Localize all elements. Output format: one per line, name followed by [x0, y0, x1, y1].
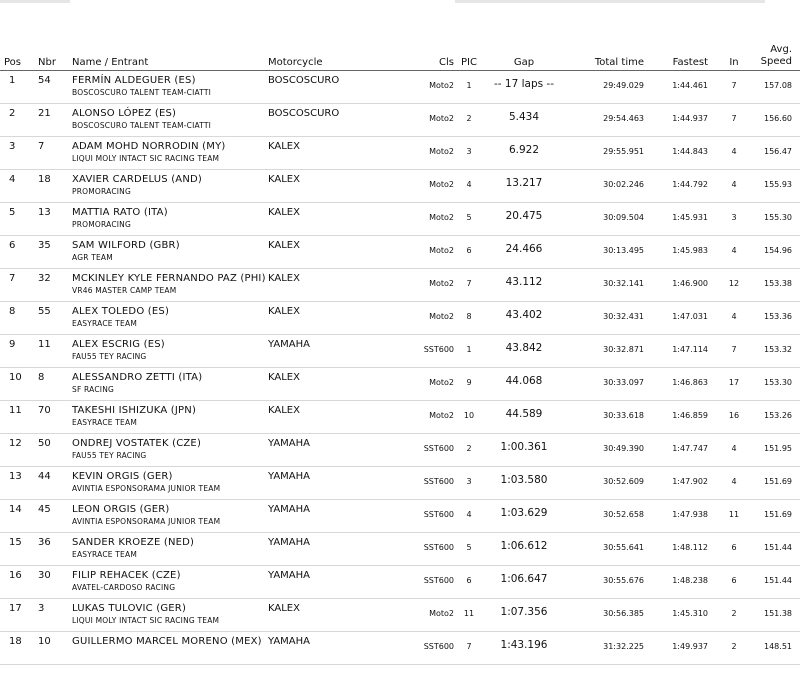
class-cell: Moto2 [429, 411, 454, 420]
in-lap-cell: 6 [731, 576, 737, 585]
nbr-cell: 44 [38, 471, 51, 482]
total-time-cell: 29:49.029 [603, 81, 644, 90]
rider-name: ONDREJ VOSTATEK (CZE) [72, 438, 202, 449]
fastest-lap-cell: 1:47.902 [672, 477, 708, 486]
header-gap: Gap [513, 57, 535, 68]
rider-name: MATTIA RATO (ITA) [72, 207, 168, 218]
avg-speed-cell: 148.51 [764, 642, 792, 651]
header-cls: Cls [439, 57, 454, 68]
table-row [0, 203, 800, 236]
motorcycle-cell: KALEX [268, 603, 300, 614]
nbr-cell: 3 [38, 603, 45, 614]
in-lap-cell: 4 [731, 246, 737, 255]
pos-cell: 16 [9, 570, 22, 581]
in-lap-cell: 4 [731, 312, 737, 321]
gap-cell: 1:06.612 [500, 540, 548, 552]
table-row [0, 236, 800, 269]
rider-cell [72, 269, 268, 302]
entrant-team: FAU55 TEY RACING [72, 352, 147, 361]
total-time-cell: 30:52.658 [603, 510, 644, 519]
entrant-team: AVATEL-CARDOSO RACING [72, 583, 176, 592]
motorcycle-cell: YAMAHA [268, 504, 311, 515]
header-blur-right [455, 0, 765, 3]
class-cell: Moto2 [429, 246, 454, 255]
pos-cell: 6 [9, 240, 16, 251]
pic-cell: 10 [463, 411, 475, 420]
pos-cell: 5 [9, 207, 16, 218]
rider-cell [72, 335, 268, 368]
rider-name: XAVIER CARDELUS (AND) [72, 174, 203, 185]
fastest-lap-cell: 1:47.938 [672, 510, 708, 519]
header-row [0, 38, 800, 71]
avg-speed-cell: 154.96 [764, 246, 792, 255]
avg-speed-cell: 153.32 [764, 345, 792, 354]
gap-cell: 1:00.361 [500, 441, 548, 453]
nbr-cell: 8 [38, 372, 45, 383]
in-lap-cell: 2 [731, 609, 737, 618]
motorcycle-cell: YAMAHA [268, 471, 311, 482]
pic-cell: 2 [466, 114, 472, 123]
rider-name: GUILLERMO MARCEL MORENO (MEX) [72, 636, 262, 647]
total-time-cell: 30:02.246 [603, 180, 644, 189]
class-cell: SST600 [423, 345, 454, 354]
class-cell: Moto2 [429, 609, 454, 618]
pos-cell: 1 [9, 75, 16, 86]
header-nbr: Nbr [38, 57, 56, 68]
pos-cell: 7 [9, 273, 16, 284]
pic-cell: 1 [466, 345, 472, 354]
entrant-team: VR46 MASTER CAMP TEAM [72, 286, 177, 295]
pic-cell: 1 [466, 81, 472, 90]
fastest-lap-cell: 1:45.310 [672, 609, 708, 618]
pic-cell: 4 [466, 180, 472, 189]
in-lap-cell: 17 [728, 378, 740, 387]
rider-name: SAM WILFORD (GBR) [72, 240, 180, 251]
rider-name: ALESSANDRO ZETTI (ITA) [72, 372, 203, 383]
total-time-cell: 30:33.618 [603, 411, 644, 420]
rider-cell [72, 566, 268, 599]
avg-speed-cell: 151.38 [764, 609, 792, 618]
pos-cell: 14 [9, 504, 22, 515]
motorcycle-cell: BOSCOSCURO [268, 108, 340, 119]
motorcycle-cell: YAMAHA [268, 570, 311, 581]
class-cell: Moto2 [429, 312, 454, 321]
header-name: Name / Entrant [72, 57, 149, 68]
pic-cell: 2 [466, 444, 472, 453]
pos-cell: 17 [9, 603, 22, 614]
class-cell: Moto2 [429, 378, 454, 387]
rider-cell [72, 599, 268, 632]
avg-speed-cell: 151.95 [764, 444, 792, 453]
pic-cell: 5 [466, 213, 472, 222]
motorcycle-cell: KALEX [268, 207, 300, 218]
avg-speed-cell: 151.44 [764, 543, 792, 552]
header-pic: PIC [461, 57, 477, 68]
total-time-cell: 30:13.495 [603, 246, 644, 255]
in-lap-cell: 2 [731, 642, 737, 651]
table-row [0, 302, 800, 335]
nbr-cell: 55 [38, 306, 51, 317]
rider-cell [72, 434, 268, 467]
avg-speed-cell: 155.93 [764, 180, 792, 189]
avg-speed-cell: 156.60 [764, 114, 792, 123]
motorcycle-cell: KALEX [268, 240, 300, 251]
fastest-lap-cell: 1:48.238 [672, 576, 708, 585]
table-row [0, 104, 800, 137]
table-row [0, 368, 800, 401]
pic-cell: 3 [466, 477, 472, 486]
table-row [0, 401, 800, 434]
nbr-cell: 32 [38, 273, 51, 284]
rider-name: LEON ORGIS (GER) [72, 504, 170, 515]
total-time-cell: 30:32.871 [603, 345, 644, 354]
fastest-lap-cell: 1:47.114 [672, 345, 708, 354]
in-lap-cell: 7 [731, 114, 737, 123]
fastest-lap-cell: 1:44.843 [672, 147, 708, 156]
pic-cell: 8 [466, 312, 472, 321]
header-pos: Pos [4, 57, 22, 68]
header-avg-line1: Avg. [770, 44, 792, 55]
class-cell: Moto2 [429, 213, 454, 222]
rider-cell [72, 533, 268, 566]
in-lap-cell: 4 [731, 444, 737, 453]
rider-cell [72, 104, 268, 137]
entrant-team: LIQUI MOLY INTACT SIC RACING TEAM [72, 154, 220, 163]
total-time-cell: 30:32.141 [603, 279, 644, 288]
total-time-cell: 29:54.463 [603, 114, 644, 123]
gap-cell: 24.466 [505, 243, 543, 255]
header-fastest: Fastest [672, 57, 708, 68]
rider-name: ALONSO LÓPEZ (ES) [72, 108, 177, 119]
gap-cell: 44.589 [505, 408, 543, 420]
entrant-team: FAU55 TEY RACING [72, 451, 147, 460]
class-cell: SST600 [423, 642, 454, 651]
table-row [0, 269, 800, 302]
gap-cell: 43.402 [505, 309, 543, 321]
avg-speed-cell: 153.26 [764, 411, 792, 420]
in-lap-cell: 12 [728, 279, 740, 288]
nbr-cell: 70 [38, 405, 51, 416]
table-row [0, 137, 800, 170]
table-row [0, 500, 800, 533]
nbr-cell: 45 [38, 504, 51, 515]
avg-speed-cell: 151.69 [764, 477, 792, 486]
gap-cell: 43.842 [505, 342, 543, 354]
avg-speed-cell: 155.30 [764, 213, 792, 222]
fastest-lap-cell: 1:47.031 [672, 312, 708, 321]
class-cell: SST600 [423, 576, 454, 585]
pic-cell: 5 [466, 543, 472, 552]
table-row [0, 170, 800, 203]
fastest-lap-cell: 1:45.931 [672, 213, 708, 222]
entrant-team: PROMORACING [72, 220, 131, 229]
fastest-lap-cell: 1:44.937 [672, 114, 708, 123]
rider-cell [72, 500, 268, 533]
pos-cell: 4 [9, 174, 16, 185]
rider-name: FILIP REHACEK (CZE) [72, 570, 181, 581]
avg-speed-cell: 157.08 [764, 81, 792, 90]
in-lap-cell: 7 [731, 81, 737, 90]
pos-cell: 8 [9, 306, 16, 317]
entrant-team: PROMORACING [72, 187, 131, 196]
pic-cell: 9 [466, 378, 472, 387]
avg-speed-cell: 156.47 [764, 147, 792, 156]
pic-cell: 6 [466, 576, 472, 585]
in-lap-cell: 16 [728, 411, 740, 420]
entrant-team: SF RACING [72, 385, 115, 394]
pos-cell: 2 [9, 108, 16, 119]
total-time-cell: 30:52.609 [603, 477, 644, 486]
header-strip [0, 0, 800, 10]
fastest-lap-cell: 1:49.937 [672, 642, 708, 651]
total-time-cell: 30:55.641 [603, 543, 644, 552]
nbr-cell: 18 [38, 174, 51, 185]
table-row [0, 566, 800, 599]
nbr-cell: 50 [38, 438, 51, 449]
nbr-cell: 10 [38, 636, 51, 647]
avg-speed-cell: 153.30 [764, 378, 792, 387]
total-time-cell: 30:32.431 [603, 312, 644, 321]
rider-name: TAKESHI ISHIZUKA (JPN) [72, 405, 197, 416]
gap-cell: 43.112 [505, 276, 543, 288]
header-total-time: Total time [594, 57, 644, 68]
entrant-team: AVINTIA ESPONSORAMA JUNIOR TEAM [72, 517, 221, 526]
pic-cell: 7 [466, 642, 472, 651]
header-in: In [729, 57, 739, 68]
fastest-lap-cell: 1:44.461 [672, 81, 708, 90]
pos-cell: 9 [9, 339, 16, 350]
total-time-cell: 29:55.951 [603, 147, 644, 156]
rider-cell [72, 71, 268, 104]
motorcycle-cell: KALEX [268, 405, 300, 416]
entrant-team: EASYRACE TEAM [72, 319, 137, 328]
class-cell: Moto2 [429, 147, 454, 156]
class-cell: SST600 [423, 543, 454, 552]
motorcycle-cell: YAMAHA [268, 636, 311, 647]
in-lap-cell: 3 [731, 213, 737, 222]
motorcycle-cell: YAMAHA [268, 537, 311, 548]
total-time-cell: 30:55.676 [603, 576, 644, 585]
fastest-lap-cell: 1:44.792 [672, 180, 708, 189]
fastest-lap-cell: 1:46.859 [672, 411, 708, 420]
total-time-cell: 30:33.097 [603, 378, 644, 387]
header-avg-speed [748, 38, 800, 71]
total-time-cell: 30:49.390 [603, 444, 644, 453]
header-avg-line2: Speed [760, 56, 792, 67]
entrant-team: LIQUI MOLY INTACT SIC RACING TEAM [72, 616, 220, 625]
gap-cell: 1:06.647 [500, 573, 548, 585]
pos-cell: 10 [9, 372, 22, 383]
nbr-cell: 54 [38, 75, 51, 86]
class-cell: Moto2 [429, 180, 454, 189]
gap-cell: 6.922 [508, 144, 540, 156]
pos-cell: 13 [9, 471, 22, 482]
fastest-lap-cell: 1:45.983 [672, 246, 708, 255]
gap-cell: 1:03.629 [500, 507, 548, 519]
rider-name: KEVIN ORGIS (GER) [72, 471, 173, 482]
rider-cell [72, 137, 268, 170]
gap-cell: -- 17 laps -- [493, 78, 555, 90]
pos-cell: 3 [9, 141, 16, 152]
rider-cell [72, 170, 268, 203]
rider-name: LUKAS TULOVIC (GER) [72, 603, 187, 614]
pic-cell: 4 [466, 510, 472, 519]
avg-speed-cell: 153.36 [764, 312, 792, 321]
pic-cell: 11 [463, 609, 475, 618]
pos-cell: 11 [9, 405, 22, 416]
in-lap-cell: 6 [731, 543, 737, 552]
entrant-team: EASYRACE TEAM [72, 550, 137, 559]
nbr-cell: 11 [38, 339, 51, 350]
table-row [0, 71, 800, 104]
avg-speed-cell: 151.44 [764, 576, 792, 585]
class-cell: SST600 [423, 444, 454, 453]
rider-name: ALEX ESCRIG (ES) [72, 339, 165, 350]
rider-cell [72, 632, 268, 665]
header-motorcycle: Motorcycle [268, 57, 323, 68]
class-cell: Moto2 [429, 279, 454, 288]
table-row [0, 599, 800, 632]
table-row [0, 434, 800, 467]
entrant-team: EASYRACE TEAM [72, 418, 137, 427]
pos-cell: 18 [9, 636, 22, 647]
gap-cell: 1:43.196 [500, 639, 548, 651]
nbr-cell: 35 [38, 240, 51, 251]
total-time-cell: 30:09.504 [603, 213, 644, 222]
rider-name: SANDER KROEZE (NED) [72, 537, 195, 548]
rider-name: ADAM MOHD NORRODIN (MY) [72, 141, 226, 152]
motorcycle-cell: BOSCOSCURO [268, 75, 340, 86]
rider-name: ALEX TOLEDO (ES) [72, 306, 170, 317]
rider-cell [72, 302, 268, 335]
entrant-team: AGR TEAM [72, 253, 113, 262]
rider-cell [72, 401, 268, 434]
fastest-lap-cell: 1:48.112 [672, 543, 708, 552]
nbr-cell: 36 [38, 537, 51, 548]
rider-cell [72, 236, 268, 269]
motorcycle-cell: KALEX [268, 273, 300, 284]
rider-cell [72, 467, 268, 500]
motorcycle-cell: KALEX [268, 372, 300, 383]
total-time-cell: 31:32.225 [603, 642, 644, 651]
fastest-lap-cell: 1:46.900 [672, 279, 708, 288]
in-lap-cell: 7 [731, 345, 737, 354]
in-lap-cell: 11 [728, 510, 740, 519]
entrant-team: AVINTIA ESPONSORAMA JUNIOR TEAM [72, 484, 221, 493]
gap-cell: 13.217 [505, 177, 543, 189]
gap-cell: 5.434 [508, 111, 540, 123]
pos-cell: 15 [9, 537, 22, 548]
in-lap-cell: 4 [731, 180, 737, 189]
pic-cell: 6 [466, 246, 472, 255]
fastest-lap-cell: 1:46.863 [672, 378, 708, 387]
in-lap-cell: 4 [731, 477, 737, 486]
pic-cell: 3 [466, 147, 472, 156]
motorcycle-cell: KALEX [268, 141, 300, 152]
gap-cell: 44.068 [505, 375, 543, 387]
gap-cell: 20.475 [505, 210, 543, 222]
pic-cell: 7 [466, 279, 472, 288]
class-cell: Moto2 [429, 81, 454, 90]
motorcycle-cell: YAMAHA [268, 339, 311, 350]
rider-name: MCKINLEY KYLE FERNANDO PAZ (PHI) [72, 273, 266, 284]
rider-name: FERMÍN ALDEGUER (ES) [72, 75, 196, 86]
in-lap-cell: 4 [731, 147, 737, 156]
nbr-cell: 13 [38, 207, 51, 218]
motorcycle-cell: KALEX [268, 306, 300, 317]
header-blur-left [0, 0, 70, 3]
table-row [0, 533, 800, 566]
nbr-cell: 30 [38, 570, 51, 581]
nbr-cell: 21 [38, 108, 51, 119]
table-row [0, 335, 800, 368]
gap-cell: 1:07.356 [500, 606, 548, 618]
entrant-team: BOSCOSCURO TALENT TEAM-CIATTI [72, 88, 212, 97]
results-table [0, 38, 800, 665]
rider-cell [72, 368, 268, 401]
total-time-cell: 30:56.385 [603, 609, 644, 618]
class-cell: Moto2 [429, 114, 454, 123]
nbr-cell: 7 [38, 141, 45, 152]
motorcycle-cell: KALEX [268, 174, 300, 185]
class-cell: SST600 [423, 477, 454, 486]
avg-speed-cell: 153.38 [764, 279, 792, 288]
table-row [0, 467, 800, 500]
fastest-lap-cell: 1:47.747 [672, 444, 708, 453]
gap-cell: 1:03.580 [500, 474, 548, 486]
entrant-team: BOSCOSCURO TALENT TEAM-CIATTI [72, 121, 212, 130]
motorcycle-cell: YAMAHA [268, 438, 311, 449]
avg-speed-cell: 151.69 [764, 510, 792, 519]
pos-cell: 12 [9, 438, 22, 449]
class-cell: SST600 [423, 510, 454, 519]
rider-cell [72, 203, 268, 236]
table-row [0, 632, 800, 665]
